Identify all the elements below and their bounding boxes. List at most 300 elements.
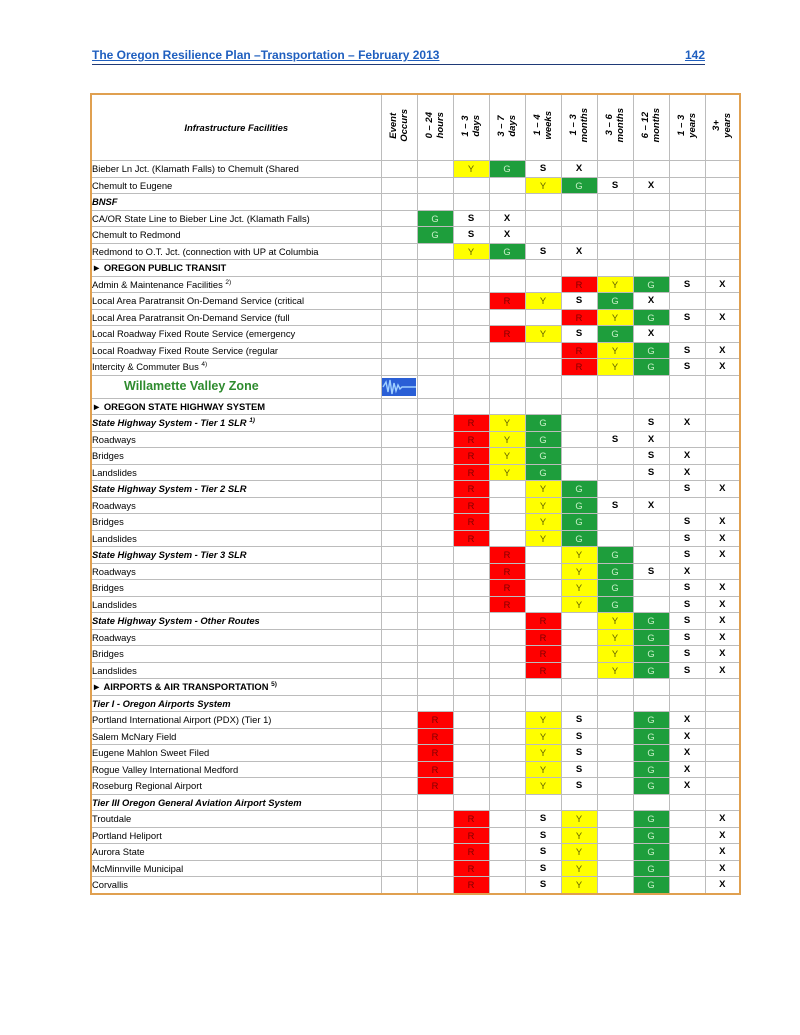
facility-label-text: Landslides: [92, 466, 137, 478]
table-row: [91, 309, 740, 326]
empty-cell: [381, 745, 417, 762]
facility-label-text: Portland Heliport: [92, 829, 162, 841]
empty-cell: [453, 778, 489, 795]
table-row: [91, 415, 740, 432]
column-header: [417, 94, 453, 161]
table-row: [91, 728, 740, 745]
empty-cell: [669, 177, 705, 194]
status-cell: G: [633, 309, 669, 326]
facility-label-text: Bridges: [92, 516, 124, 528]
empty-cell: [561, 629, 597, 646]
empty-cell: [597, 415, 633, 432]
empty-cell: [669, 243, 705, 260]
status-cell: S: [669, 646, 705, 663]
empty-cell: [705, 326, 740, 343]
empty-cell: [597, 877, 633, 894]
status-cell: R: [525, 629, 561, 646]
empty-cell: [417, 646, 453, 663]
table-row: [91, 844, 740, 861]
empty-cell: [453, 359, 489, 376]
column-header-label: 1 – 3 years: [676, 113, 698, 138]
status-cell: R: [561, 359, 597, 376]
status-cell: G: [489, 161, 525, 178]
status-cell: Y: [597, 613, 633, 630]
facility-label-text: Chemult to Eugene: [92, 179, 173, 191]
status-cell: X: [489, 227, 525, 244]
status-cell: G: [633, 613, 669, 630]
table-row: [91, 431, 740, 448]
table-row: [91, 243, 740, 260]
footnote-marker: 5): [271, 681, 277, 689]
empty-cell: [597, 728, 633, 745]
status-cell: Y: [453, 161, 489, 178]
status-cell: R: [525, 662, 561, 679]
empty-cell: [561, 646, 597, 663]
facility-label: [91, 877, 381, 894]
empty-cell: [597, 398, 633, 415]
facility-label-text: Rogue Valley International Medford: [92, 763, 239, 775]
column-header: [633, 94, 669, 161]
empty-cell: [597, 243, 633, 260]
facility-label: [91, 712, 381, 729]
table-row: [91, 514, 740, 531]
empty-cell: [669, 260, 705, 277]
table-row: [91, 860, 740, 877]
status-cell: G: [633, 827, 669, 844]
column-header-label: 3 – 7 days: [496, 114, 518, 137]
facility-label: [91, 431, 381, 448]
empty-cell: [381, 860, 417, 877]
seismic-wave-icon: [382, 378, 416, 396]
empty-cell: [453, 398, 489, 415]
facility-label-text: Bridges: [92, 450, 124, 462]
empty-cell: [453, 375, 489, 398]
empty-cell: [669, 161, 705, 178]
empty-cell: [453, 326, 489, 343]
status-cell: S: [633, 563, 669, 580]
status-cell: X: [705, 662, 740, 679]
status-cell: G: [561, 514, 597, 531]
facility-label-text: Roseburg Regional Airport: [92, 780, 202, 792]
column-header: [705, 94, 740, 161]
empty-cell: [381, 227, 417, 244]
empty-cell: [489, 662, 525, 679]
status-cell: R: [489, 326, 525, 343]
facility-label: [91, 481, 381, 498]
status-cell: Y: [525, 712, 561, 729]
status-cell: G: [561, 481, 597, 498]
empty-cell: [669, 794, 705, 811]
empty-cell: [597, 260, 633, 277]
empty-cell: [705, 227, 740, 244]
facility-label-text: Landslides: [92, 532, 137, 544]
empty-cell: [633, 547, 669, 564]
status-cell: Y: [525, 761, 561, 778]
status-cell: X: [705, 596, 740, 613]
facility-label-text: Troutdale: [92, 813, 132, 825]
column-header-label: 1 – 3 days: [460, 114, 482, 137]
status-cell: G: [633, 745, 669, 762]
empty-cell: [597, 530, 633, 547]
page-header: [92, 48, 705, 65]
empty-cell: [453, 728, 489, 745]
facility-label: [91, 695, 381, 712]
status-cell: Y: [597, 359, 633, 376]
empty-cell: [417, 293, 453, 310]
empty-cell: [453, 745, 489, 762]
status-cell: G: [633, 359, 669, 376]
empty-cell: [381, 712, 417, 729]
footnote-marker: 2): [225, 278, 232, 286]
status-cell: X: [669, 728, 705, 745]
table-row: [91, 629, 740, 646]
facility-label-text: Intercity & Commuter Bus: [92, 361, 199, 373]
status-cell: S: [525, 827, 561, 844]
status-cell: Y: [525, 326, 561, 343]
status-cell: Y: [597, 276, 633, 293]
zone-row: [91, 375, 740, 398]
empty-cell: [597, 860, 633, 877]
facility-label: [91, 194, 381, 211]
empty-cell: [597, 679, 633, 696]
empty-cell: [705, 695, 740, 712]
facility-label-text: Salem McNary Field: [92, 730, 177, 742]
empty-cell: [381, 844, 417, 861]
empty-cell: [489, 177, 525, 194]
empty-cell: [525, 580, 561, 597]
facility-label: [91, 359, 381, 376]
facility-label: [91, 260, 381, 277]
status-cell: R: [453, 530, 489, 547]
empty-cell: [561, 662, 597, 679]
empty-cell: [597, 481, 633, 498]
empty-cell: [705, 679, 740, 696]
table-row: [91, 712, 740, 729]
empty-cell: [525, 342, 561, 359]
empty-cell: [453, 177, 489, 194]
table-body: [91, 161, 740, 894]
status-cell: X: [705, 276, 740, 293]
facility-label: [91, 342, 381, 359]
status-cell: S: [561, 728, 597, 745]
empty-cell: [453, 613, 489, 630]
empty-cell: [525, 563, 561, 580]
facility-label: [91, 778, 381, 795]
empty-cell: [417, 514, 453, 531]
empty-cell: [381, 260, 417, 277]
empty-cell: [381, 728, 417, 745]
empty-cell: [417, 827, 453, 844]
empty-cell: [417, 679, 453, 696]
status-cell: S: [669, 514, 705, 531]
empty-cell: [561, 415, 597, 432]
empty-cell: [417, 326, 453, 343]
empty-cell: [453, 629, 489, 646]
facility-label-text: Local Roadway Fixed Route Service (emergency: [92, 328, 296, 340]
status-cell: R: [453, 431, 489, 448]
empty-cell: [417, 398, 453, 415]
empty-cell: [669, 497, 705, 514]
facility-label-text: Roadways: [92, 565, 136, 577]
status-cell: G: [417, 210, 453, 227]
status-cell: S: [669, 309, 705, 326]
empty-cell: [561, 464, 597, 481]
status-cell: Y: [561, 811, 597, 828]
table-row: [91, 398, 740, 415]
empty-cell: [453, 794, 489, 811]
empty-cell: [633, 794, 669, 811]
table-row: [91, 745, 740, 762]
empty-cell: [633, 260, 669, 277]
status-cell: G: [597, 293, 633, 310]
status-cell: G: [633, 811, 669, 828]
column-header: [381, 94, 417, 161]
empty-cell: [489, 860, 525, 877]
empty-cell: [705, 161, 740, 178]
empty-cell: [381, 481, 417, 498]
status-cell: S: [669, 613, 705, 630]
status-cell: Y: [561, 877, 597, 894]
facility-label-text: Willamette Valley Zone: [124, 379, 259, 393]
empty-cell: [669, 844, 705, 861]
facility-label-text: Bridges: [92, 648, 124, 660]
status-cell: S: [669, 580, 705, 597]
status-cell: X: [705, 481, 740, 498]
empty-cell: [381, 547, 417, 564]
facility-label: [91, 448, 381, 465]
status-cell: X: [489, 210, 525, 227]
table-row: [91, 276, 740, 293]
status-cell: R: [489, 596, 525, 613]
empty-cell: [489, 794, 525, 811]
empty-cell: [417, 563, 453, 580]
status-cell: S: [669, 547, 705, 564]
empty-cell: [669, 210, 705, 227]
empty-cell: [381, 375, 417, 398]
status-cell: G: [489, 243, 525, 260]
empty-cell: [453, 342, 489, 359]
empty-cell: [633, 596, 669, 613]
table-header-row: [91, 94, 740, 161]
empty-cell: [597, 194, 633, 211]
facility-label: [91, 464, 381, 481]
status-cell: R: [453, 464, 489, 481]
column-header: [525, 94, 561, 161]
empty-cell: [561, 260, 597, 277]
footnote-marker: 1): [249, 417, 255, 425]
empty-cell: [705, 177, 740, 194]
status-cell: G: [633, 778, 669, 795]
empty-cell: [453, 309, 489, 326]
empty-cell: [705, 745, 740, 762]
facility-label-text: Tier III Oregon General Aviation Airport System: [92, 796, 302, 808]
facility-label-text: Tier I - Oregon Airports System: [92, 697, 231, 709]
table-row: [91, 761, 740, 778]
empty-cell: [561, 448, 597, 465]
status-cell: G: [633, 646, 669, 663]
status-cell: X: [705, 811, 740, 828]
empty-cell: [489, 695, 525, 712]
empty-cell: [381, 596, 417, 613]
status-cell: Y: [453, 243, 489, 260]
status-cell: R: [453, 877, 489, 894]
empty-cell: [597, 778, 633, 795]
empty-cell: [417, 629, 453, 646]
empty-cell: [381, 243, 417, 260]
empty-cell: [669, 227, 705, 244]
empty-cell: [669, 293, 705, 310]
facility-label: [91, 210, 381, 227]
status-cell: S: [669, 596, 705, 613]
status-cell: Y: [489, 431, 525, 448]
facility-label-text: State Highway System - Tier 2 SLR: [92, 483, 247, 495]
status-cell: S: [561, 293, 597, 310]
status-cell: G: [525, 464, 561, 481]
column-header: [453, 94, 489, 161]
status-cell: R: [417, 712, 453, 729]
facility-label: [91, 563, 381, 580]
empty-cell: [417, 530, 453, 547]
status-cell: X: [705, 860, 740, 877]
empty-cell: [381, 827, 417, 844]
status-cell: R: [489, 563, 525, 580]
empty-cell: [705, 194, 740, 211]
page-number: 142: [684, 48, 705, 62]
table-row: [91, 194, 740, 211]
status-cell: S: [597, 177, 633, 194]
facility-label: [91, 613, 381, 630]
empty-cell: [705, 243, 740, 260]
status-cell: G: [525, 448, 561, 465]
status-cell: X: [705, 629, 740, 646]
empty-cell: [489, 877, 525, 894]
status-cell: S: [525, 161, 561, 178]
empty-cell: [489, 613, 525, 630]
empty-cell: [597, 464, 633, 481]
empty-cell: [705, 415, 740, 432]
status-cell: S: [669, 276, 705, 293]
status-cell: Y: [525, 778, 561, 795]
empty-cell: [381, 761, 417, 778]
empty-cell: [489, 679, 525, 696]
facility-label: [91, 596, 381, 613]
table-row: [91, 342, 740, 359]
facility-label-text: ► AIRPORTS & AIR TRANSPORTATION: [92, 681, 269, 693]
empty-cell: [561, 398, 597, 415]
empty-cell: [453, 293, 489, 310]
empty-cell: [489, 497, 525, 514]
table-row: [91, 811, 740, 828]
facility-label: [91, 398, 381, 415]
empty-cell: [489, 745, 525, 762]
status-cell: Y: [561, 547, 597, 564]
status-cell: Y: [525, 497, 561, 514]
empty-cell: [561, 794, 597, 811]
column-header: [669, 94, 705, 161]
empty-cell: [525, 794, 561, 811]
status-cell: X: [633, 431, 669, 448]
status-cell: Y: [561, 827, 597, 844]
empty-cell: [417, 342, 453, 359]
status-cell: S: [525, 811, 561, 828]
facility-label-text: Aurora State: [92, 846, 145, 858]
facility-label-text: Local Roadway Fixed Route Service (regular: [92, 344, 279, 356]
empty-cell: [417, 243, 453, 260]
status-cell: G: [633, 844, 669, 861]
status-cell: X: [669, 563, 705, 580]
empty-cell: [561, 194, 597, 211]
facility-label-text: ► OREGON STATE HIGHWAY SYSTEM: [92, 400, 266, 412]
footnote-marker: 4): [201, 361, 208, 369]
facility-label-text: McMinnville Municipal: [92, 862, 184, 874]
empty-cell: [381, 530, 417, 547]
status-cell: Y: [561, 580, 597, 597]
empty-cell: [381, 646, 417, 663]
empty-cell: [705, 293, 740, 310]
status-cell: S: [669, 662, 705, 679]
status-cell: S: [561, 326, 597, 343]
empty-cell: [597, 827, 633, 844]
empty-cell: [381, 431, 417, 448]
status-cell: S: [525, 860, 561, 877]
empty-cell: [525, 375, 561, 398]
facility-label: [91, 326, 381, 343]
empty-cell: [381, 811, 417, 828]
table-row: [91, 563, 740, 580]
empty-cell: [453, 761, 489, 778]
empty-cell: [525, 309, 561, 326]
empty-cell: [633, 375, 669, 398]
table-row: [91, 596, 740, 613]
table-row: [91, 161, 740, 178]
empty-cell: [489, 398, 525, 415]
status-cell: S: [561, 745, 597, 762]
empty-cell: [489, 827, 525, 844]
empty-cell: [705, 464, 740, 481]
column-header-label: 1 – 4 weeks: [532, 111, 554, 140]
status-cell: R: [417, 761, 453, 778]
empty-cell: [453, 580, 489, 597]
empty-cell: [453, 679, 489, 696]
status-cell: R: [561, 342, 597, 359]
facility-label-text: State Highway System - Tier 1 SLR: [92, 417, 247, 429]
empty-cell: [597, 448, 633, 465]
empty-cell: [489, 309, 525, 326]
empty-cell: [525, 596, 561, 613]
empty-cell: [705, 210, 740, 227]
empty-cell: [669, 326, 705, 343]
empty-cell: [705, 398, 740, 415]
empty-cell: [705, 260, 740, 277]
column-header-label: 3+ years: [711, 113, 734, 138]
status-cell: S: [561, 712, 597, 729]
empty-cell: [381, 194, 417, 211]
status-cell: R: [417, 778, 453, 795]
status-cell: G: [633, 662, 669, 679]
status-cell: Y: [561, 563, 597, 580]
status-cell: Y: [525, 481, 561, 498]
table-row: [91, 646, 740, 663]
status-cell: R: [453, 415, 489, 432]
empty-cell: [525, 679, 561, 696]
status-cell: X: [633, 497, 669, 514]
empty-cell: [417, 695, 453, 712]
status-cell: X: [669, 761, 705, 778]
status-cell: Y: [597, 629, 633, 646]
empty-cell: [381, 293, 417, 310]
empty-cell: [489, 712, 525, 729]
facility-label: [91, 827, 381, 844]
